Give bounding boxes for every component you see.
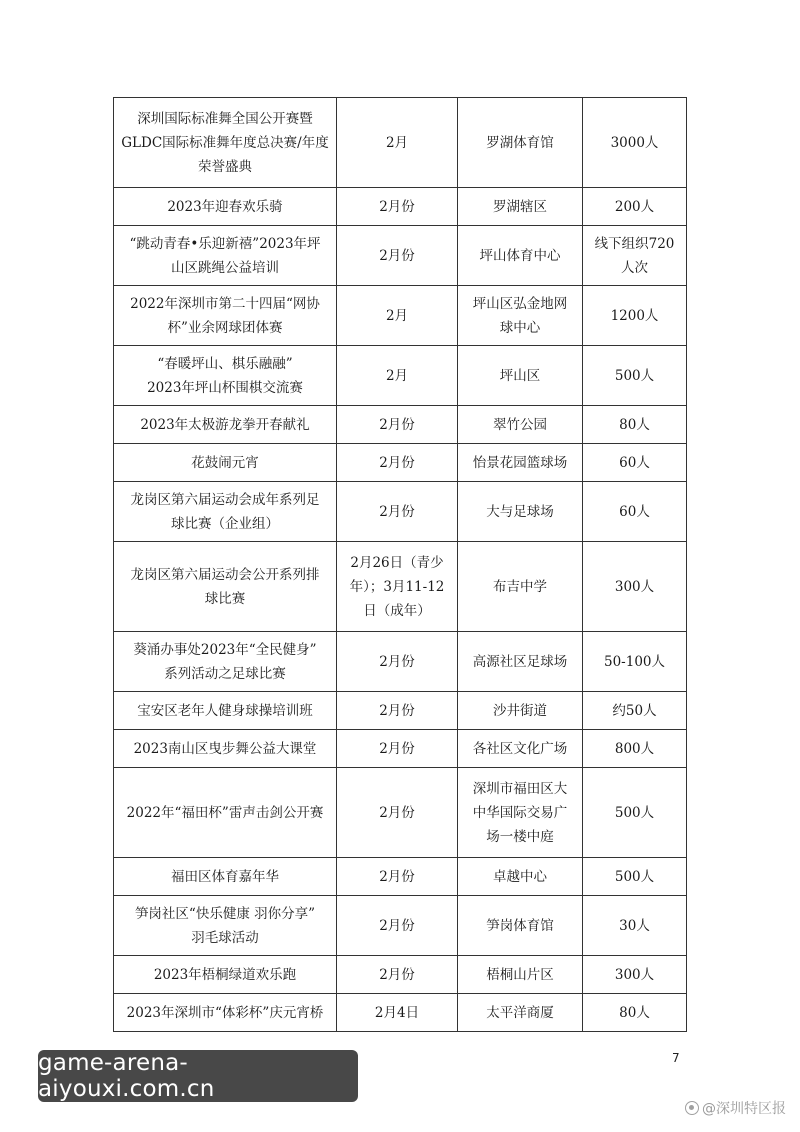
event-time-cell xyxy=(337,226,458,286)
event-venue-cell xyxy=(458,730,583,768)
event-time-text: 2月 xyxy=(385,307,409,324)
table-row xyxy=(114,692,687,730)
table-row xyxy=(114,768,687,858)
event-people-cell xyxy=(583,98,687,188)
event-people-text: 80人 xyxy=(619,1004,650,1021)
event-people-text: 500人 xyxy=(614,868,655,885)
event-time-cell xyxy=(337,188,458,226)
event-people-cell xyxy=(583,542,687,632)
event-time-cell xyxy=(337,632,458,692)
event-time-text: 2月26日（青少 年）；3月11-12 日（成年） xyxy=(349,554,445,619)
event-name-text: 2023年太极游龙拳开春献礼 xyxy=(140,416,310,433)
event-venue-text: 梧桐山片区 xyxy=(486,966,554,983)
source-watermark xyxy=(685,1098,786,1118)
event-name-cell xyxy=(114,730,337,768)
event-venue-text: 太平洋商厦 xyxy=(486,1004,554,1021)
event-venue-cell xyxy=(458,542,583,632)
event-venue-text: 坪山区弘金地网 球中心 xyxy=(472,295,568,336)
event-name-cell xyxy=(114,768,337,858)
event-time-text: 2月 xyxy=(385,367,409,384)
event-venue-cell xyxy=(458,858,583,896)
event-name-cell xyxy=(114,286,337,346)
event-time-text: 2月份 xyxy=(379,416,415,433)
event-time-cell xyxy=(337,346,458,406)
event-people-cell xyxy=(583,768,687,858)
event-time-cell xyxy=(337,768,458,858)
event-people-text: 300人 xyxy=(614,578,655,595)
event-name-cell xyxy=(114,858,337,896)
event-name-text: 福田区体育嘉年华 xyxy=(171,868,279,885)
event-name-text: “春暖坪山、棋乐融融” 2023年坪山杯围棋交流赛 xyxy=(147,355,303,396)
event-name-text: 2023南山区曳步舞公益大课堂 xyxy=(133,740,317,757)
event-name-text: 花鼓闹元宵 xyxy=(191,454,259,471)
event-people-text: 1200人 xyxy=(610,307,659,324)
event-venue-text: 坪山区 xyxy=(499,367,541,384)
table-row xyxy=(114,994,687,1032)
table-row xyxy=(114,188,687,226)
event-people-text: 50-100人 xyxy=(603,653,665,670)
event-time-text: 2月份 xyxy=(379,454,415,471)
event-venue-text: 布吉中学 xyxy=(493,578,547,595)
event-name-text: 2023年深圳市“体彩杯”庆元宵桥 xyxy=(126,1004,324,1021)
table-row xyxy=(114,286,687,346)
event-venue-cell xyxy=(458,188,583,226)
event-name-text: 深圳国际标准舞全国公开赛暨 GLDC国际标准舞年度总决赛/年度 荣誉盛典 xyxy=(121,110,329,175)
event-venue-cell xyxy=(458,98,583,188)
event-venue-text: 笋岗体育馆 xyxy=(486,917,554,934)
event-time-text: 2月份 xyxy=(379,503,415,520)
event-people-cell xyxy=(583,346,687,406)
table-row xyxy=(114,346,687,406)
event-venue-text: 高源社区足球场 xyxy=(472,653,568,670)
table-row xyxy=(114,444,687,482)
event-time-cell xyxy=(337,730,458,768)
event-name-text: “跳动青春•乐迎新禧”2023年坪 山区跳绳公益培训 xyxy=(129,235,321,276)
event-time-cell xyxy=(337,444,458,482)
event-name-text: 龙岗区第六届运动会成年系列足 球比赛（企业组） xyxy=(130,491,320,532)
event-people-cell xyxy=(583,632,687,692)
event-venue-cell xyxy=(458,346,583,406)
event-time-cell xyxy=(337,858,458,896)
table-row xyxy=(114,858,687,896)
event-time-text: 2月份 xyxy=(379,702,415,719)
event-venue-cell xyxy=(458,482,583,542)
event-people-cell xyxy=(583,482,687,542)
event-name-cell xyxy=(114,994,337,1032)
table-row xyxy=(114,956,687,994)
event-venue-cell xyxy=(458,692,583,730)
event-name-text: 2023年迎春欢乐骑 xyxy=(167,198,283,215)
event-name-cell xyxy=(114,406,337,444)
event-venue-cell xyxy=(458,768,583,858)
event-time-cell xyxy=(337,286,458,346)
event-venue-cell xyxy=(458,632,583,692)
table-row xyxy=(114,98,687,188)
event-time-text: 2月份 xyxy=(379,653,415,670)
table-row xyxy=(114,896,687,956)
table-row xyxy=(114,482,687,542)
event-time-cell xyxy=(337,692,458,730)
watermark-banner xyxy=(38,1050,358,1102)
event-venue-text: 怡景花园篮球场 xyxy=(472,454,568,471)
event-venue-cell xyxy=(458,994,583,1032)
event-people-text: 200人 xyxy=(614,198,655,215)
event-name-text: 2023年梧桐绿道欢乐跑 xyxy=(153,966,297,983)
event-venue-text: 沙井街道 xyxy=(493,702,547,719)
event-time-text: 2月份 xyxy=(379,198,415,215)
event-name-cell xyxy=(114,346,337,406)
event-name-cell xyxy=(114,632,337,692)
event-time-cell xyxy=(337,98,458,188)
event-time-text: 2月份 xyxy=(379,917,415,934)
event-time-text: 2月份 xyxy=(379,740,415,757)
source-text: @深圳特区报 xyxy=(702,1101,786,1117)
event-venue-text: 各社区文化广场 xyxy=(472,740,568,757)
source-logo-icon xyxy=(685,1101,699,1115)
event-people-cell xyxy=(583,406,687,444)
event-people-text: 线下组织720 人次 xyxy=(594,235,675,276)
event-time-cell xyxy=(337,956,458,994)
event-name-cell xyxy=(114,956,337,994)
event-people-text: 500人 xyxy=(614,804,655,821)
event-time-text: 2月份 xyxy=(379,966,415,983)
event-time-text: 2月4日 xyxy=(374,1004,420,1021)
event-name-text: 龙岗区第六届运动会公开系列排 球比赛 xyxy=(130,566,320,607)
event-time-cell xyxy=(337,406,458,444)
event-name-cell xyxy=(114,482,337,542)
event-venue-text: 卓越中心 xyxy=(493,868,547,885)
watermark-text: game-arena-aiyouxi.com.cn xyxy=(38,1050,215,1102)
event-people-cell xyxy=(583,730,687,768)
event-people-cell xyxy=(583,994,687,1032)
event-venue-cell xyxy=(458,226,583,286)
table-row xyxy=(114,632,687,692)
event-venue-cell xyxy=(458,896,583,956)
event-venue-cell xyxy=(458,444,583,482)
table-body xyxy=(114,98,687,1032)
event-name-text: 笋岗社区“快乐健康 羽你分享” 羽毛球活动 xyxy=(134,905,316,946)
event-people-text: 800人 xyxy=(614,740,655,757)
event-venue-text: 罗湖辖区 xyxy=(493,198,547,215)
event-people-cell xyxy=(583,956,687,994)
event-people-cell xyxy=(583,692,687,730)
table-row xyxy=(114,730,687,768)
event-name-text: 宝安区老年人健身球操培训班 xyxy=(137,702,313,719)
event-venue-text: 罗湖体育馆 xyxy=(486,134,554,151)
event-name-cell xyxy=(114,98,337,188)
table-row xyxy=(114,226,687,286)
event-people-cell xyxy=(583,188,687,226)
event-time-cell xyxy=(337,542,458,632)
event-venue-text: 坪山体育中心 xyxy=(479,247,561,264)
event-people-text: 60人 xyxy=(619,503,650,520)
event-venue-text: 翠竹公园 xyxy=(493,416,547,433)
event-people-cell xyxy=(583,858,687,896)
event-venue-cell xyxy=(458,286,583,346)
event-time-cell xyxy=(337,482,458,542)
event-time-text: 2月份 xyxy=(379,868,415,885)
event-people-text: 约50人 xyxy=(612,702,657,719)
event-people-text: 300人 xyxy=(614,966,655,983)
page-number: 7 xyxy=(672,1051,680,1065)
event-time-text: 2月 xyxy=(385,134,409,151)
event-name-text: 2022年深圳市第二十四届“网协 杯”业余网球团体赛 xyxy=(130,295,320,336)
event-people-text: 60人 xyxy=(619,454,650,471)
event-people-text: 500人 xyxy=(614,367,655,384)
event-people-cell xyxy=(583,286,687,346)
event-venue-text: 深圳市福田区大 中华国际交易广 场一楼中庭 xyxy=(472,780,568,845)
event-name-cell xyxy=(114,542,337,632)
event-name-text: 葵涌办事处2023年“全民健身” 系列活动之足球比赛 xyxy=(133,641,317,682)
table-row xyxy=(114,542,687,632)
event-name-cell xyxy=(114,444,337,482)
event-time-cell xyxy=(337,896,458,956)
event-people-cell xyxy=(583,444,687,482)
event-venue-cell xyxy=(458,956,583,994)
event-name-cell xyxy=(114,896,337,956)
event-people-text: 80人 xyxy=(619,416,650,433)
event-people-cell xyxy=(583,896,687,956)
event-name-cell xyxy=(114,226,337,286)
event-venue-cell xyxy=(458,406,583,444)
events-table xyxy=(113,97,687,1032)
event-people-text: 30人 xyxy=(619,917,650,934)
event-name-cell xyxy=(114,692,337,730)
event-time-text: 2月份 xyxy=(379,247,415,264)
event-time-text: 2月份 xyxy=(379,804,415,821)
event-people-text: 3000人 xyxy=(610,134,659,151)
event-time-cell xyxy=(337,994,458,1032)
event-people-cell xyxy=(583,226,687,286)
event-name-text: 2022年“福田杯”雷声击剑公开赛 xyxy=(126,804,324,821)
event-name-cell xyxy=(114,188,337,226)
event-venue-text: 大与足球场 xyxy=(486,503,554,520)
table-row xyxy=(114,406,687,444)
